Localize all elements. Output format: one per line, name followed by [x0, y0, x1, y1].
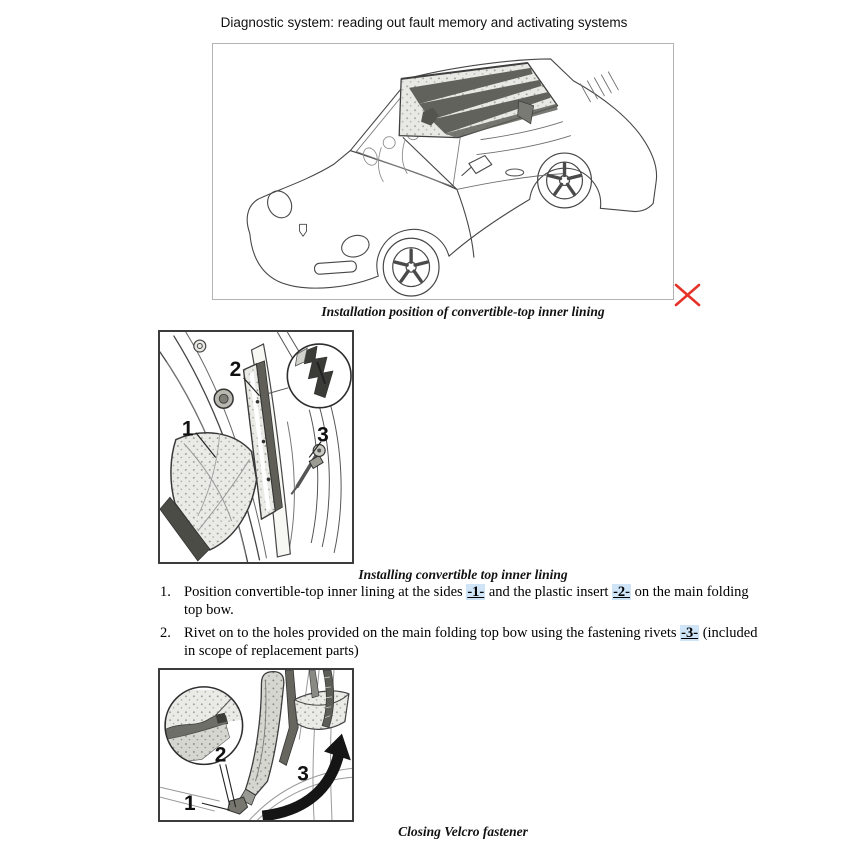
rivet	[291, 445, 325, 495]
step-1	[160, 584, 766, 619]
label-2: 2	[214, 743, 227, 767]
figure-car-overview	[212, 43, 674, 300]
link-ref-2[interactable]: -2-	[613, 584, 630, 600]
closing-velcro-illustration	[160, 670, 352, 820]
figure-caption-install: Installing convertible top inner lining	[358, 567, 568, 582]
step-text-segment: Position convertible-top inner lining at the sides	[184, 584, 467, 600]
step-text-segment: on the main folding top bow.	[184, 584, 749, 618]
step-text	[184, 625, 766, 660]
step-text-segment: Rivet on to the holes provided on the main folding top bow using the fastening rivets	[184, 625, 681, 641]
car-illustration	[213, 44, 673, 299]
label-3: 3	[297, 762, 309, 786]
figure-caption-car: Installation position of convertible-top inner lining	[321, 304, 605, 319]
figure-caption-velcro: Closing Velcro fastener	[398, 824, 528, 839]
step-text-segment: and the plastic insert	[485, 584, 613, 600]
inner-lining-highlight	[399, 63, 557, 138]
step-text	[184, 584, 766, 619]
step-2	[160, 625, 766, 660]
instruction-steps	[160, 584, 766, 666]
figure-installing-lining	[158, 330, 354, 564]
label-3: 3	[317, 423, 329, 447]
link-ref-1[interactable]: -1-	[467, 584, 485, 600]
step-text-segment: (included in scope of replacement parts)	[184, 625, 758, 659]
label-2: 2	[229, 357, 242, 381]
figure-closing-velcro	[158, 668, 354, 822]
step-number: 2.	[160, 625, 171, 641]
label-1: 1	[181, 417, 194, 441]
label-1: 1	[183, 792, 196, 816]
step-number: 1.	[160, 584, 171, 600]
installing-lining-illustration	[160, 332, 352, 562]
link-ref-3[interactable]: -3-	[681, 625, 699, 641]
page-title: Diagnostic system: reading out fault memory and activating systems	[220, 15, 628, 30]
